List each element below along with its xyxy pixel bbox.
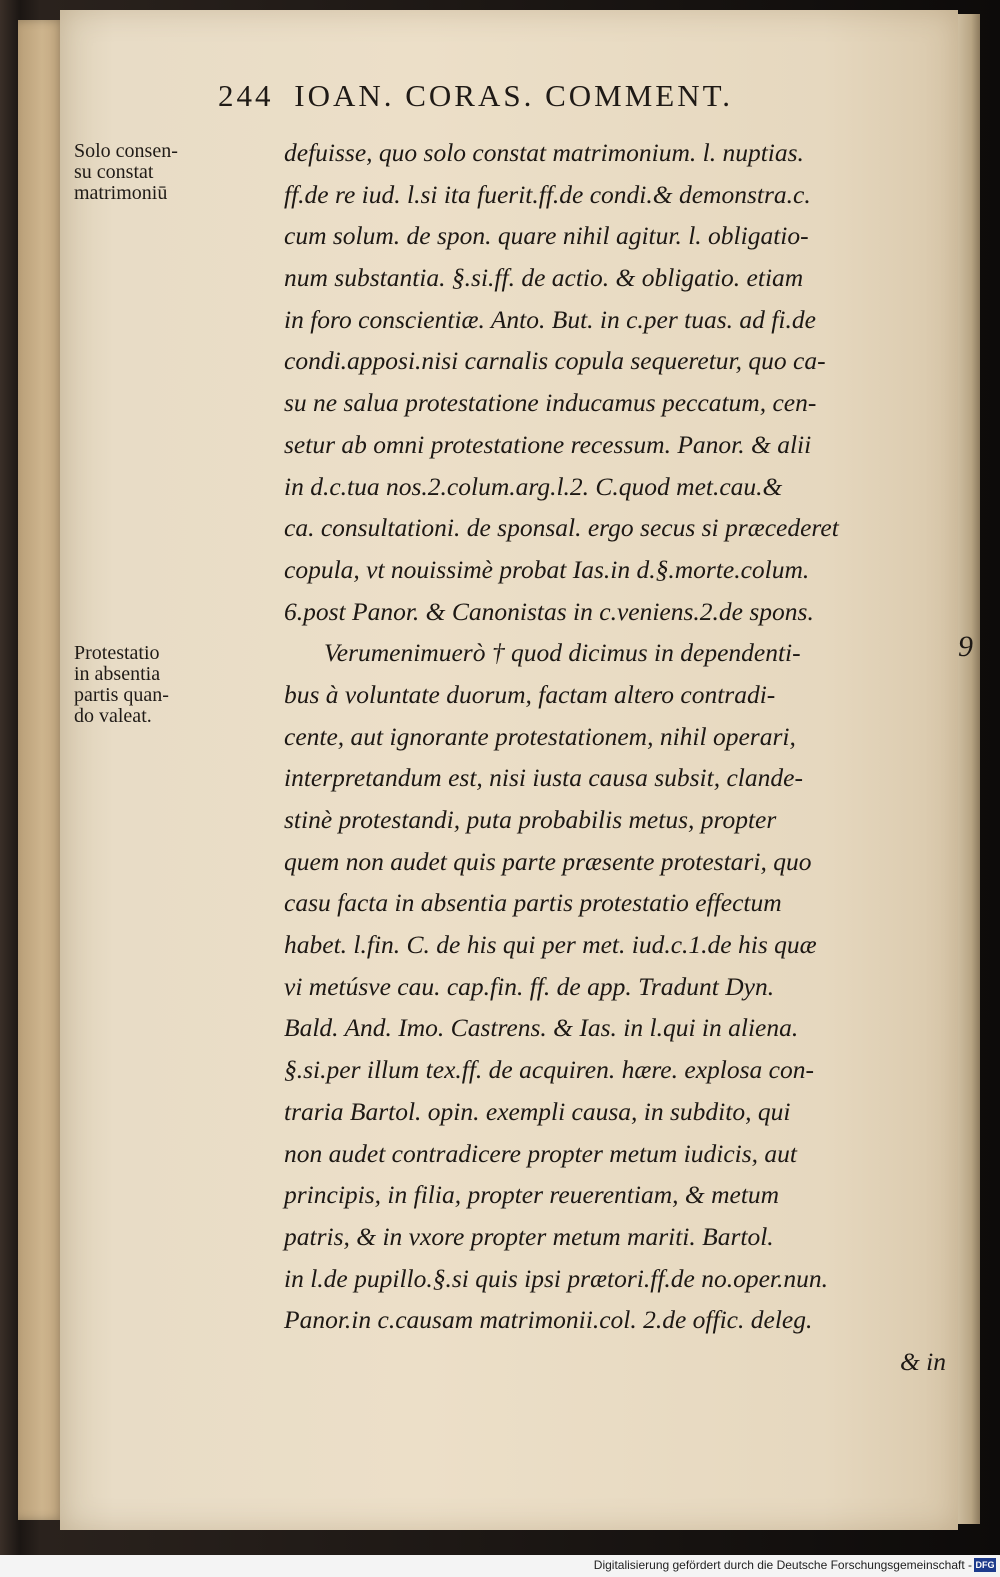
text-line: ff.de re iud. l.si ita fuerit.ff.de condi.& demonstra.c. [284, 179, 811, 209]
text-line: num substantia. §.si.ff. de actio. & obligatio. etiam [284, 263, 804, 293]
body-text [284, 132, 954, 1383]
margin-note-protestatio [74, 643, 289, 727]
page-number: 244 [218, 78, 274, 113]
text-line: cente, aut ignorante protestationem, nihil operari, [284, 721, 796, 751]
page-edge [958, 14, 980, 1524]
text-line: stinè protestandi, puta probabilis metus, propter [284, 805, 777, 834]
text-line: bus à voluntate duorum, factam altero contradi- [284, 679, 776, 709]
dfg-logo: DFG [975, 1560, 995, 1570]
margin-note-line: do valeat. [74, 705, 152, 727]
text-line: su ne salua protestatione inducamus peccatum, cen- [284, 388, 817, 418]
text-line: in l.de pupillo.§.si quis ipsi prætori.ff.de no.oper.nun. [284, 1263, 829, 1293]
text-line: condi.apposi.nisi carnalis copula sequeretur, quo ca- [284, 346, 826, 376]
text-line: casu facta in absentia partis protestatio effectum [284, 888, 782, 918]
text-line: setur ab omni protestatione recessum. Panor. & alii [284, 429, 812, 459]
text-line: §.si.per illum tex.ff. de acquiren. hære. explosa con- [284, 1055, 814, 1085]
footer-bar [0, 1555, 1000, 1577]
text-line: patris, & in vxore propter metum mariti. Bartol. [284, 1221, 774, 1251]
text-line: vi metúsve cau. cap.fin. ff. de app. Tradunt Dyn. [284, 971, 775, 1001]
text-line: in foro conscientiæ. Anto. But. in c.per tuas. ad fi.de [284, 304, 816, 334]
text-line: in d.c.tua nos.2.colum.arg.l.2. C.quod met.cau.& [284, 471, 783, 501]
text-line: 6.post Panor. & Canonistas in c.veniens.2.de spons. [284, 596, 814, 626]
text-line: defuisse, quo solo constat matrimonium. l. nuptias. [284, 138, 804, 167]
text-line: Bald. And. Imo. Castrens. & Ias. in l.qui in aliena. [284, 1013, 799, 1043]
section-number: 9 [958, 630, 973, 663]
book-spine [18, 20, 66, 1520]
text-line: non audet contradicere propter metum iudicis, aut [284, 1138, 797, 1168]
text-line: habet. l.fin. C. de his qui per met. iud.c.1.de his quæ [284, 930, 817, 960]
margin-note-line: Solo consen- [74, 140, 178, 162]
running-header [218, 78, 918, 118]
text-line: cum solum. de spon. quare nihil agitur. l. obligatio- [284, 221, 809, 251]
margin-note-line: in absentia [74, 663, 161, 685]
margin-note-solo-consensu [74, 141, 289, 204]
text-line: traria Bartol. opin. exempli causa, in subdito, qui [284, 1096, 791, 1126]
text-line: quem non audet quis parte præsente protestari, quo [284, 846, 812, 876]
text-line: interpretandum est, nisi iusta causa subsit, clande- [284, 763, 803, 793]
margin-note-line: matrimoniū [74, 182, 168, 204]
text-line: copula, vt nouissimè probat Ias.in d.§.morte.colum. [284, 554, 810, 584]
catchword: & in [899, 1346, 946, 1376]
margin-note-line: Protestatio [74, 642, 160, 664]
margin-note-line: partis quan- [74, 684, 169, 706]
text-line: Panor.in c.causam matrimonii.col. 2.de offic. deleg. [284, 1305, 813, 1335]
text-line: principis, in filia, propter reuerentiam, & metum [284, 1180, 780, 1210]
footer-credit: Digitalisierung gefördert durch die Deutsche Forschungsgemeinschaft - [593, 1558, 972, 1572]
text-line: ca. consultationi. de sponsal. ergo secus si præcederet [284, 513, 839, 543]
running-title: IOAN. CORAS. COMMENT. [294, 78, 734, 113]
margin-note-line: su constat [74, 161, 154, 183]
text-line: Verumenimuerò † quod dicimus in dependenti- [324, 638, 801, 668]
